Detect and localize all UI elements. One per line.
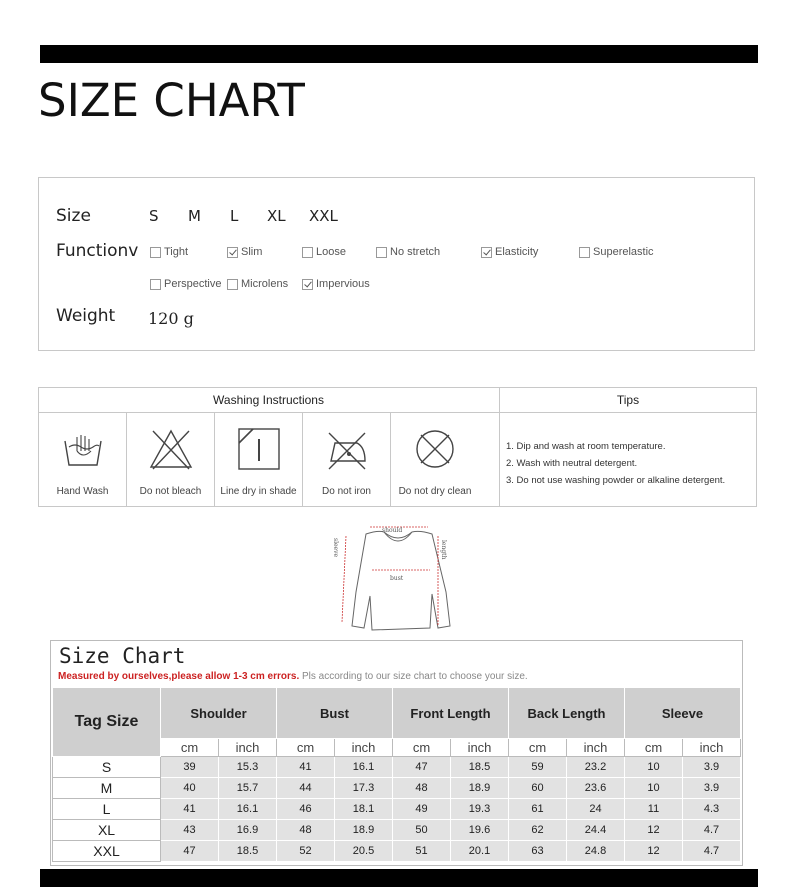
size-table-note: [58, 671, 528, 682]
size-label: Size: [56, 206, 91, 226]
no-iron-cell: [303, 413, 391, 507]
tag-size-cell: S: [53, 757, 161, 778]
measurement-cell: 43: [161, 820, 219, 841]
weight-value: 120 g: [148, 309, 194, 328]
no-dry-clean-label: Do not dry clean: [398, 486, 472, 497]
unchecked-box-icon: [150, 247, 161, 258]
function-option: [302, 246, 346, 258]
unit-header: inch: [335, 739, 393, 757]
function-option-label: Elasticity: [495, 246, 539, 258]
hand-wash-cell: [39, 413, 127, 507]
unchecked-box-icon: [150, 279, 161, 290]
measurement-cell: 61: [509, 799, 567, 820]
unit-header: inch: [451, 739, 509, 757]
hand-wash-label: Hand Wash: [56, 486, 109, 497]
line-dry-shade-label: Line dry in shade: [220, 486, 297, 497]
measurement-cell: 19.3: [451, 799, 509, 820]
measurement-cell: 11: [625, 799, 683, 820]
function-option: [302, 278, 370, 290]
size-table-title: Size Chart: [59, 644, 186, 668]
no-bleach-icon: [147, 425, 195, 473]
function-option: [150, 278, 221, 290]
measurement-cell: 60: [509, 778, 567, 799]
function-option: [579, 246, 654, 258]
measurement-cell: 49: [393, 799, 451, 820]
measurement-cell: 24.8: [567, 841, 625, 862]
measurement-cell: 18.1: [335, 799, 393, 820]
washing-header: Washing Instructions: [38, 387, 499, 413]
table-row: [53, 778, 741, 799]
measure-group-header: Bust: [277, 688, 393, 739]
measurement-cell: 18.9: [335, 820, 393, 841]
measurement-cell: 3.9: [683, 778, 741, 799]
unchecked-box-icon: [376, 247, 387, 258]
table-row: [53, 757, 741, 778]
function-option-label: No stretch: [390, 246, 441, 258]
panel-divider: [499, 387, 500, 507]
measurement-cell: 23.6: [567, 778, 625, 799]
measurement-cell: 20.1: [451, 841, 509, 862]
measurement-cell: 16.1: [335, 757, 393, 778]
tag-size-header: Tag Size: [53, 688, 161, 757]
measurement-cell: 18.5: [451, 757, 509, 778]
tag-size-cell: XL: [53, 820, 161, 841]
measurement-cell: 16.1: [219, 799, 277, 820]
function-option-label: Microlens: [241, 278, 289, 290]
weight-label: Weight: [56, 306, 116, 326]
tag-size-cell: L: [53, 799, 161, 820]
measurement-cell: 51: [393, 841, 451, 862]
size-option: XL: [267, 207, 286, 225]
measurement-cell: 16.9: [219, 820, 277, 841]
unit-header: inch: [683, 739, 741, 757]
no-bleach-cell: [127, 413, 215, 507]
unchecked-box-icon: [579, 247, 590, 258]
bottom-divider-bar: [40, 869, 758, 887]
measurement-cell: 18.9: [451, 778, 509, 799]
checked-box-icon: [481, 247, 492, 258]
table-row: [53, 799, 741, 820]
measurement-cell: 18.5: [219, 841, 277, 862]
table-row: [53, 841, 741, 862]
garment-measurement-diagram: [328, 522, 468, 636]
measurement-cell: 12: [625, 820, 683, 841]
hand-wash-icon: [59, 425, 107, 473]
measurement-cell: 40: [161, 778, 219, 799]
unit-header: cm: [625, 739, 683, 757]
bust-label: bust: [390, 575, 404, 582]
measurement-cell: 50: [393, 820, 451, 841]
checked-box-icon: [302, 279, 313, 290]
measurement-cell: 63: [509, 841, 567, 862]
function-option-label: Slim: [241, 246, 263, 258]
function-option: [150, 246, 188, 258]
top-divider-bar: [40, 45, 758, 63]
function-option-label: Perspective: [164, 278, 222, 290]
tag-size-cell: M: [53, 778, 161, 799]
unit-header: cm: [393, 739, 451, 757]
measurement-cell: 59: [509, 757, 567, 778]
size-option: L: [230, 207, 239, 225]
unit-header: inch: [219, 739, 277, 757]
page-title: SIZE CHART: [38, 74, 305, 127]
measurement-cell: 48: [393, 778, 451, 799]
measure-group-header: Back Length: [509, 688, 625, 739]
shoulder-label: should: [382, 527, 403, 534]
unchecked-box-icon: [227, 279, 238, 290]
measurement-cell: 47: [393, 757, 451, 778]
measurement-cell: 12: [625, 841, 683, 862]
measurement-cell: 17.3: [335, 778, 393, 799]
function-option-label: Tight: [164, 246, 189, 258]
measurement-cell: 19.6: [451, 820, 509, 841]
measurement-cell: 3.9: [683, 757, 741, 778]
measure-group-header: Shoulder: [161, 688, 277, 739]
measurement-cell: 62: [509, 820, 567, 841]
unit-header: inch: [567, 739, 625, 757]
measurement-cell: 4.7: [683, 841, 741, 862]
note-instruction: Pls according to our size chart to choose your size.: [299, 671, 528, 682]
measurement-cell: 39: [161, 757, 219, 778]
measurement-cell: 15.3: [219, 757, 277, 778]
measurement-cell: 41: [161, 799, 219, 820]
tip-item: 2. Wash with neutral detergent.: [506, 458, 638, 469]
measurement-cell: 20.5: [335, 841, 393, 862]
measurement-cell: 10: [625, 757, 683, 778]
unit-header: cm: [277, 739, 335, 757]
no-iron-label: Do not iron: [322, 486, 371, 497]
function-option-label: Loose: [316, 246, 346, 258]
measurement-cell: 46: [277, 799, 335, 820]
tips-header: Tips: [499, 387, 757, 413]
measurement-cell: 52: [277, 841, 335, 862]
no-iron-icon: [323, 425, 371, 473]
measurement-cell: 41: [277, 757, 335, 778]
function-option-label: Superelastic: [593, 246, 654, 258]
size-option: M: [188, 207, 201, 225]
function-label: Functionv: [56, 241, 139, 261]
function-option: [227, 278, 288, 290]
measurement-cell: 24.4: [567, 820, 625, 841]
measurement-cell: 4.3: [683, 799, 741, 820]
unit-header: cm: [161, 739, 219, 757]
tip-item: 3. Do not use washing powder or alkaline detergent.: [506, 475, 726, 486]
length-label: length: [440, 540, 447, 560]
measurement-cell: 44: [277, 778, 335, 799]
no-dry-clean-icon: [411, 425, 459, 473]
unchecked-box-icon: [302, 247, 313, 258]
size-option: XXL: [309, 207, 338, 225]
sleeve-label: sleeve: [332, 538, 339, 558]
measurement-cell: 24: [567, 799, 625, 820]
tip-item: 1. Dip and wash at room temperature.: [506, 441, 666, 452]
size-table: [52, 687, 741, 862]
no-bleach-label: Do not bleach: [139, 486, 202, 497]
measure-group-header: Sleeve: [625, 688, 741, 739]
measurement-cell: 48: [277, 820, 335, 841]
line-dry-shade-cell: [215, 413, 303, 507]
checked-box-icon: [227, 247, 238, 258]
measurement-cell: 15.7: [219, 778, 277, 799]
size-option: S: [149, 207, 159, 225]
function-option: [227, 246, 262, 258]
function-option-label: Impervious: [316, 278, 370, 290]
product-spec-panel: [38, 177, 755, 351]
measurement-cell: 10: [625, 778, 683, 799]
tips-list: [506, 438, 756, 489]
measurement-cell: 23.2: [567, 757, 625, 778]
function-option: [481, 246, 538, 258]
measure-group-header: Front Length: [393, 688, 509, 739]
no-dry-clean-cell: [391, 413, 479, 507]
function-option: [376, 246, 440, 258]
tag-size-cell: XXL: [53, 841, 161, 862]
table-row: [53, 820, 741, 841]
measurement-cell: 47: [161, 841, 219, 862]
measurement-cell: 4.7: [683, 820, 741, 841]
unit-header: cm: [509, 739, 567, 757]
line-dry-shade-icon: [235, 425, 283, 473]
note-warning: Measured by ourselves,please allow 1-3 cm errors.: [58, 671, 300, 682]
